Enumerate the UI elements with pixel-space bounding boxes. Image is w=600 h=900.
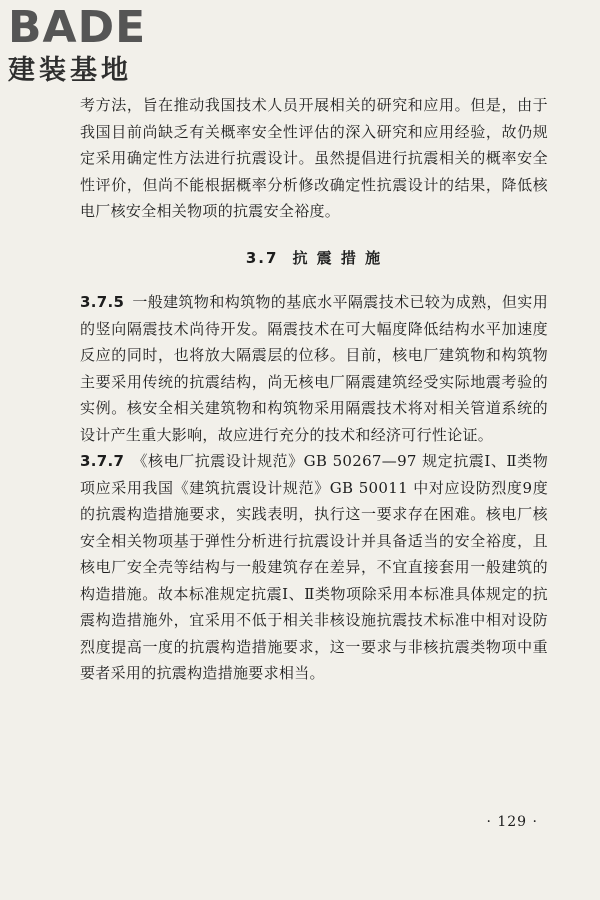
logo-mark: BADE xyxy=(8,2,147,53)
page-content xyxy=(80,92,548,687)
clause-number: 3.7.7 xyxy=(80,452,125,470)
section-number: 3.7 xyxy=(245,248,279,267)
section-title: 抗 震 措 施 xyxy=(292,248,383,267)
section-heading xyxy=(80,245,548,272)
clause-text: 一般建筑物和构筑物的基底水平隔震技术已较为成熟，但实用的竖向隔震技术尚待开发。隔震技术在可大幅度降低结构水平加速度反应的同时，也将放大隔震层的位移。目前，核电厂建筑物和构筑物主要采用传统的抗震结构，尚无核电厂隔震建筑经受实际地震考验的实例。核安全相关建筑物和构筑物采用隔震技术将对相关管道系统的设计产生重大影响，故应进行充分的技术和经济可行性论证。 xyxy=(80,293,548,444)
logo-subtitle: 建装基地 xyxy=(8,55,132,86)
intro-paragraph: 考方法，旨在推动我国技术人员开展相关的研究和应用。但是，由于我国目前尚缺乏有关概率安全性评估的深入研究和应用经验，故仍规定采用确定性方法进行抗震设计。虽然提倡进行抗震相关的概率安全性评价，但尚不能根据概率分析修改确定性抗震设计的结果，降低核电厂核安全相关物项的抗震安全裕度。 xyxy=(80,96,548,220)
clause-3-7-7 xyxy=(80,448,548,687)
clause-text: 《核电厂抗震设计规范》GB 50267—97 规定抗震Ⅰ、Ⅱ类物项应采用我国《建筑抗震设计规范》GB 50011 中对应设防烈度9度的抗震构造措施要求，实践表明，执行这一要求存在困难。核电厂核安全相关物项基于弹性分析进行抗震设计并具备适当的安全裕度，且核电厂安全壳等结构与一般建筑存在差异，不宜直接套用一般建筑的构造措施。故本标准规定抗震Ⅰ、Ⅱ类物项除采用本标准具体规定的抗震构造措施外，宜采用不低于相关非核设施抗震技术标准中相对设防烈度提高一度的抗震构造措施要求，这一要求与非核抗震类物项中重要者采用的抗震构造措施要求相当。 xyxy=(80,452,548,682)
clause-3-7-5 xyxy=(80,289,548,448)
page-number: · 129 · xyxy=(486,814,538,830)
clause-number: 3.7.5 xyxy=(80,293,125,311)
logo xyxy=(8,4,183,92)
